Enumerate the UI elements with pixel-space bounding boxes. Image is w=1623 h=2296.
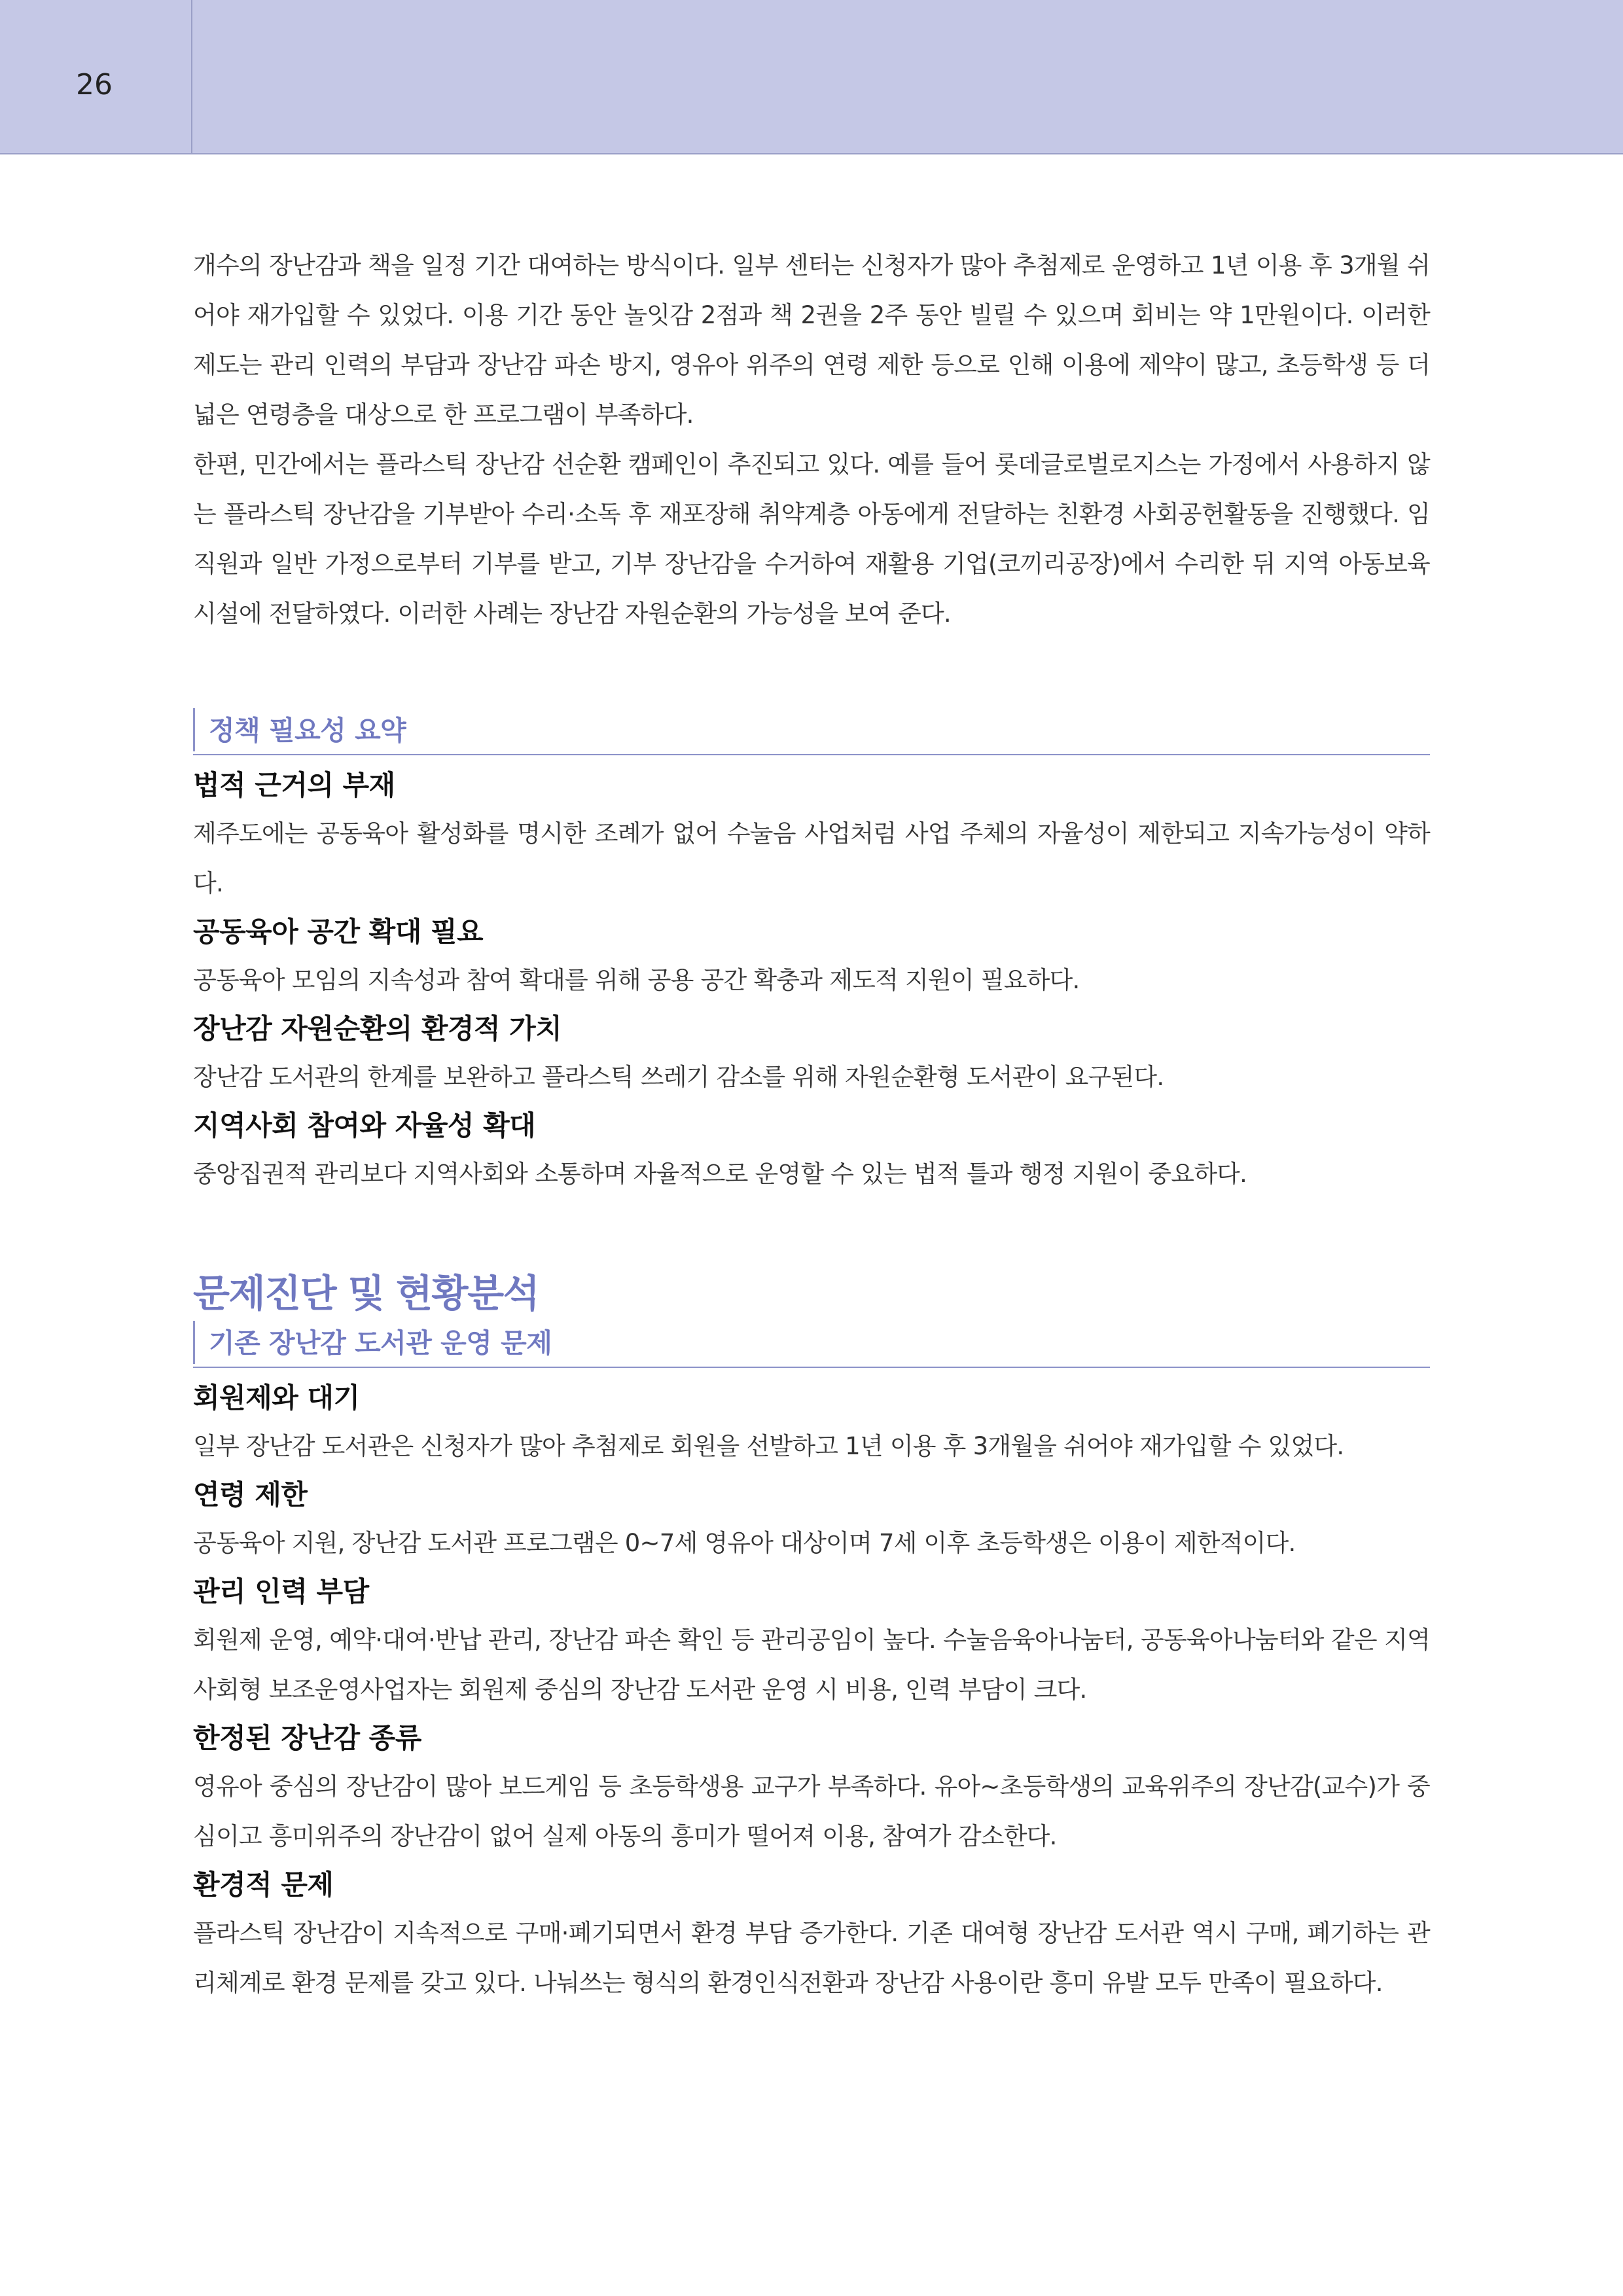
- intro-paragraph-1: 개수의 장난감과 책을 일정 기간 대여하는 방식이다. 일부 센터는 신청자가 많아 추첨제로 운영하고 1년 이용 후 3개월 쉬어야 재가입할 수 있었다. 이용 기간 동안 놀잇감 2점과 책 2권을 2주 동안 빌릴 수 있으며 회비는 약 1만원이다. 이러한 제도는 관리 인력의 부담과 장난감 파손 방지, 영유아 위주의 연령 제한 등으로 인해 이용에 제약이 많고, 초등학생 등 더 넓은 연령층을 대상으로 한 프로그램이 부족하다.: [193, 251, 1430, 429]
- summary-item-desc: 중앙집권적 관리보다 지역사회와 소통하며 자율적으로 운영할 수 있는 법적 틀과 행정 지원이 중요하다.: [193, 1160, 1247, 1188]
- diagnosis-item-title: 환경적 문제: [193, 1869, 334, 1901]
- header-band: [0, 0, 1623, 154]
- diagnosis-item-title: 연령 제한: [193, 1479, 308, 1511]
- summary-item-title: 장난감 자원순환의 환경적 가치: [193, 1013, 562, 1045]
- intro-paragraph-2: 한편, 민간에서는 플라스틱 장난감 선순환 캠페인이 추진되고 있다. 예를 들어 롯데글로벌로지스는 가정에서 사용하지 않는 플라스틱 장난감을 기부받아 수리·소독 후 재포장해 취약계층 아동에게 전달하는 친환경 사회공헌활동을 진행했다. 임직원과 일반 가정으로부터 기부를 받고, 기부 장난감을 수거하여 재활용 기업(코끼리공장)에서 수리한 뒤 지역 아동보육시설에 전달하였다. 이러한 사례는 장난감 자원순환의 가능성을 보여 준다.: [193, 450, 1430, 628]
- summary-item-desc: 공동육아 모임의 지속성과 참여 확대를 위해 공용 공간 확충과 제도적 지원이 필요하다.: [193, 966, 1080, 994]
- policy-summary-heading: 정책 필요성 요약: [193, 707, 1430, 755]
- page-content: [193, 241, 1430, 2008]
- diagnosis-item-title: 한정된 장난감 종류: [193, 1722, 421, 1754]
- summary-item-title: 법적 근거의 부재: [193, 769, 395, 801]
- summary-item-desc: 제주도에는 공동육아 활성화를 명시한 조례가 없어 수눌음 사업처럼 사업 주체의 자율성이 제한되고 지속가능성이 약하다.: [193, 819, 1430, 897]
- diagnosis-item-desc: 일부 장난감 도서관은 신청자가 많아 추첨제로 회원을 선발하고 1년 이용 후 3개월을 쉬어야 재가입할 수 있었다.: [193, 1432, 1344, 1460]
- summary-item-desc: 장난감 도서관의 한계를 보완하고 플라스틱 쓰레기 감소를 위해 자원순환형 도서관이 요구된다.: [193, 1063, 1164, 1091]
- diagnosis-list: [193, 1374, 1430, 2008]
- diagnosis-item-desc: 플라스틱 장난감이 지속적으로 구매·폐기되면서 환경 부담 증가한다. 기존 대여형 장난감 도서관 역시 구매, 폐기하는 관리체계로 환경 문제를 갖고 있다. 나눠쓰는 형식의 환경인식전환과 장난감 사용이란 흥미 유발 모두 만족이 필요하다.: [193, 1919, 1430, 1997]
- diagnosis-item-desc: 공동육아 지원, 장난감 도서관 프로그램은 0~7세 영유아 대상이며 7세 이후 초등학생은 이용이 제한적이다.: [193, 1529, 1296, 1557]
- page-number: 26: [76, 68, 113, 101]
- diagnosis-item-desc: 영유아 중심의 장난감이 많아 보드게임 등 초등학생용 교구가 부족하다. 유아~초등학생의 교육위주의 장난감(교수)가 중심이고 흥미위주의 장난감이 없어 실제 아동의 흥미가 떨어져 이용, 참여가 감소한다.: [193, 1772, 1430, 1850]
- summary-item-title: 공동육아 공간 확대 필요: [193, 916, 484, 948]
- spacer: [193, 639, 1430, 707]
- diagnosis-subheading: 기존 장난감 도서관 운영 문제: [193, 1319, 1430, 1368]
- spacer: [193, 1199, 1430, 1267]
- header-divider: [191, 0, 192, 153]
- diagnosis-item-title: 관리 인력 부담: [193, 1575, 369, 1607]
- diagnosis-item-desc: 회원제 운영, 예약·대여·반납 관리, 장난감 파손 확인 등 관리공임이 높다. 수눌음육아나눔터, 공동육아나눔터와 같은 지역사회형 보조운영사업자는 회원제 중심의 장난감 도서관 운영 시 비용, 인력 부담이 크다.: [193, 1626, 1430, 1704]
- policy-summary-list: [193, 762, 1430, 1199]
- summary-item-title: 지역사회 참여와 자율성 확대: [193, 1109, 536, 1141]
- section-title: 문제진단 및 현황분석: [193, 1271, 539, 1316]
- diagnosis-item-title: 회원제와 대기: [193, 1382, 360, 1414]
